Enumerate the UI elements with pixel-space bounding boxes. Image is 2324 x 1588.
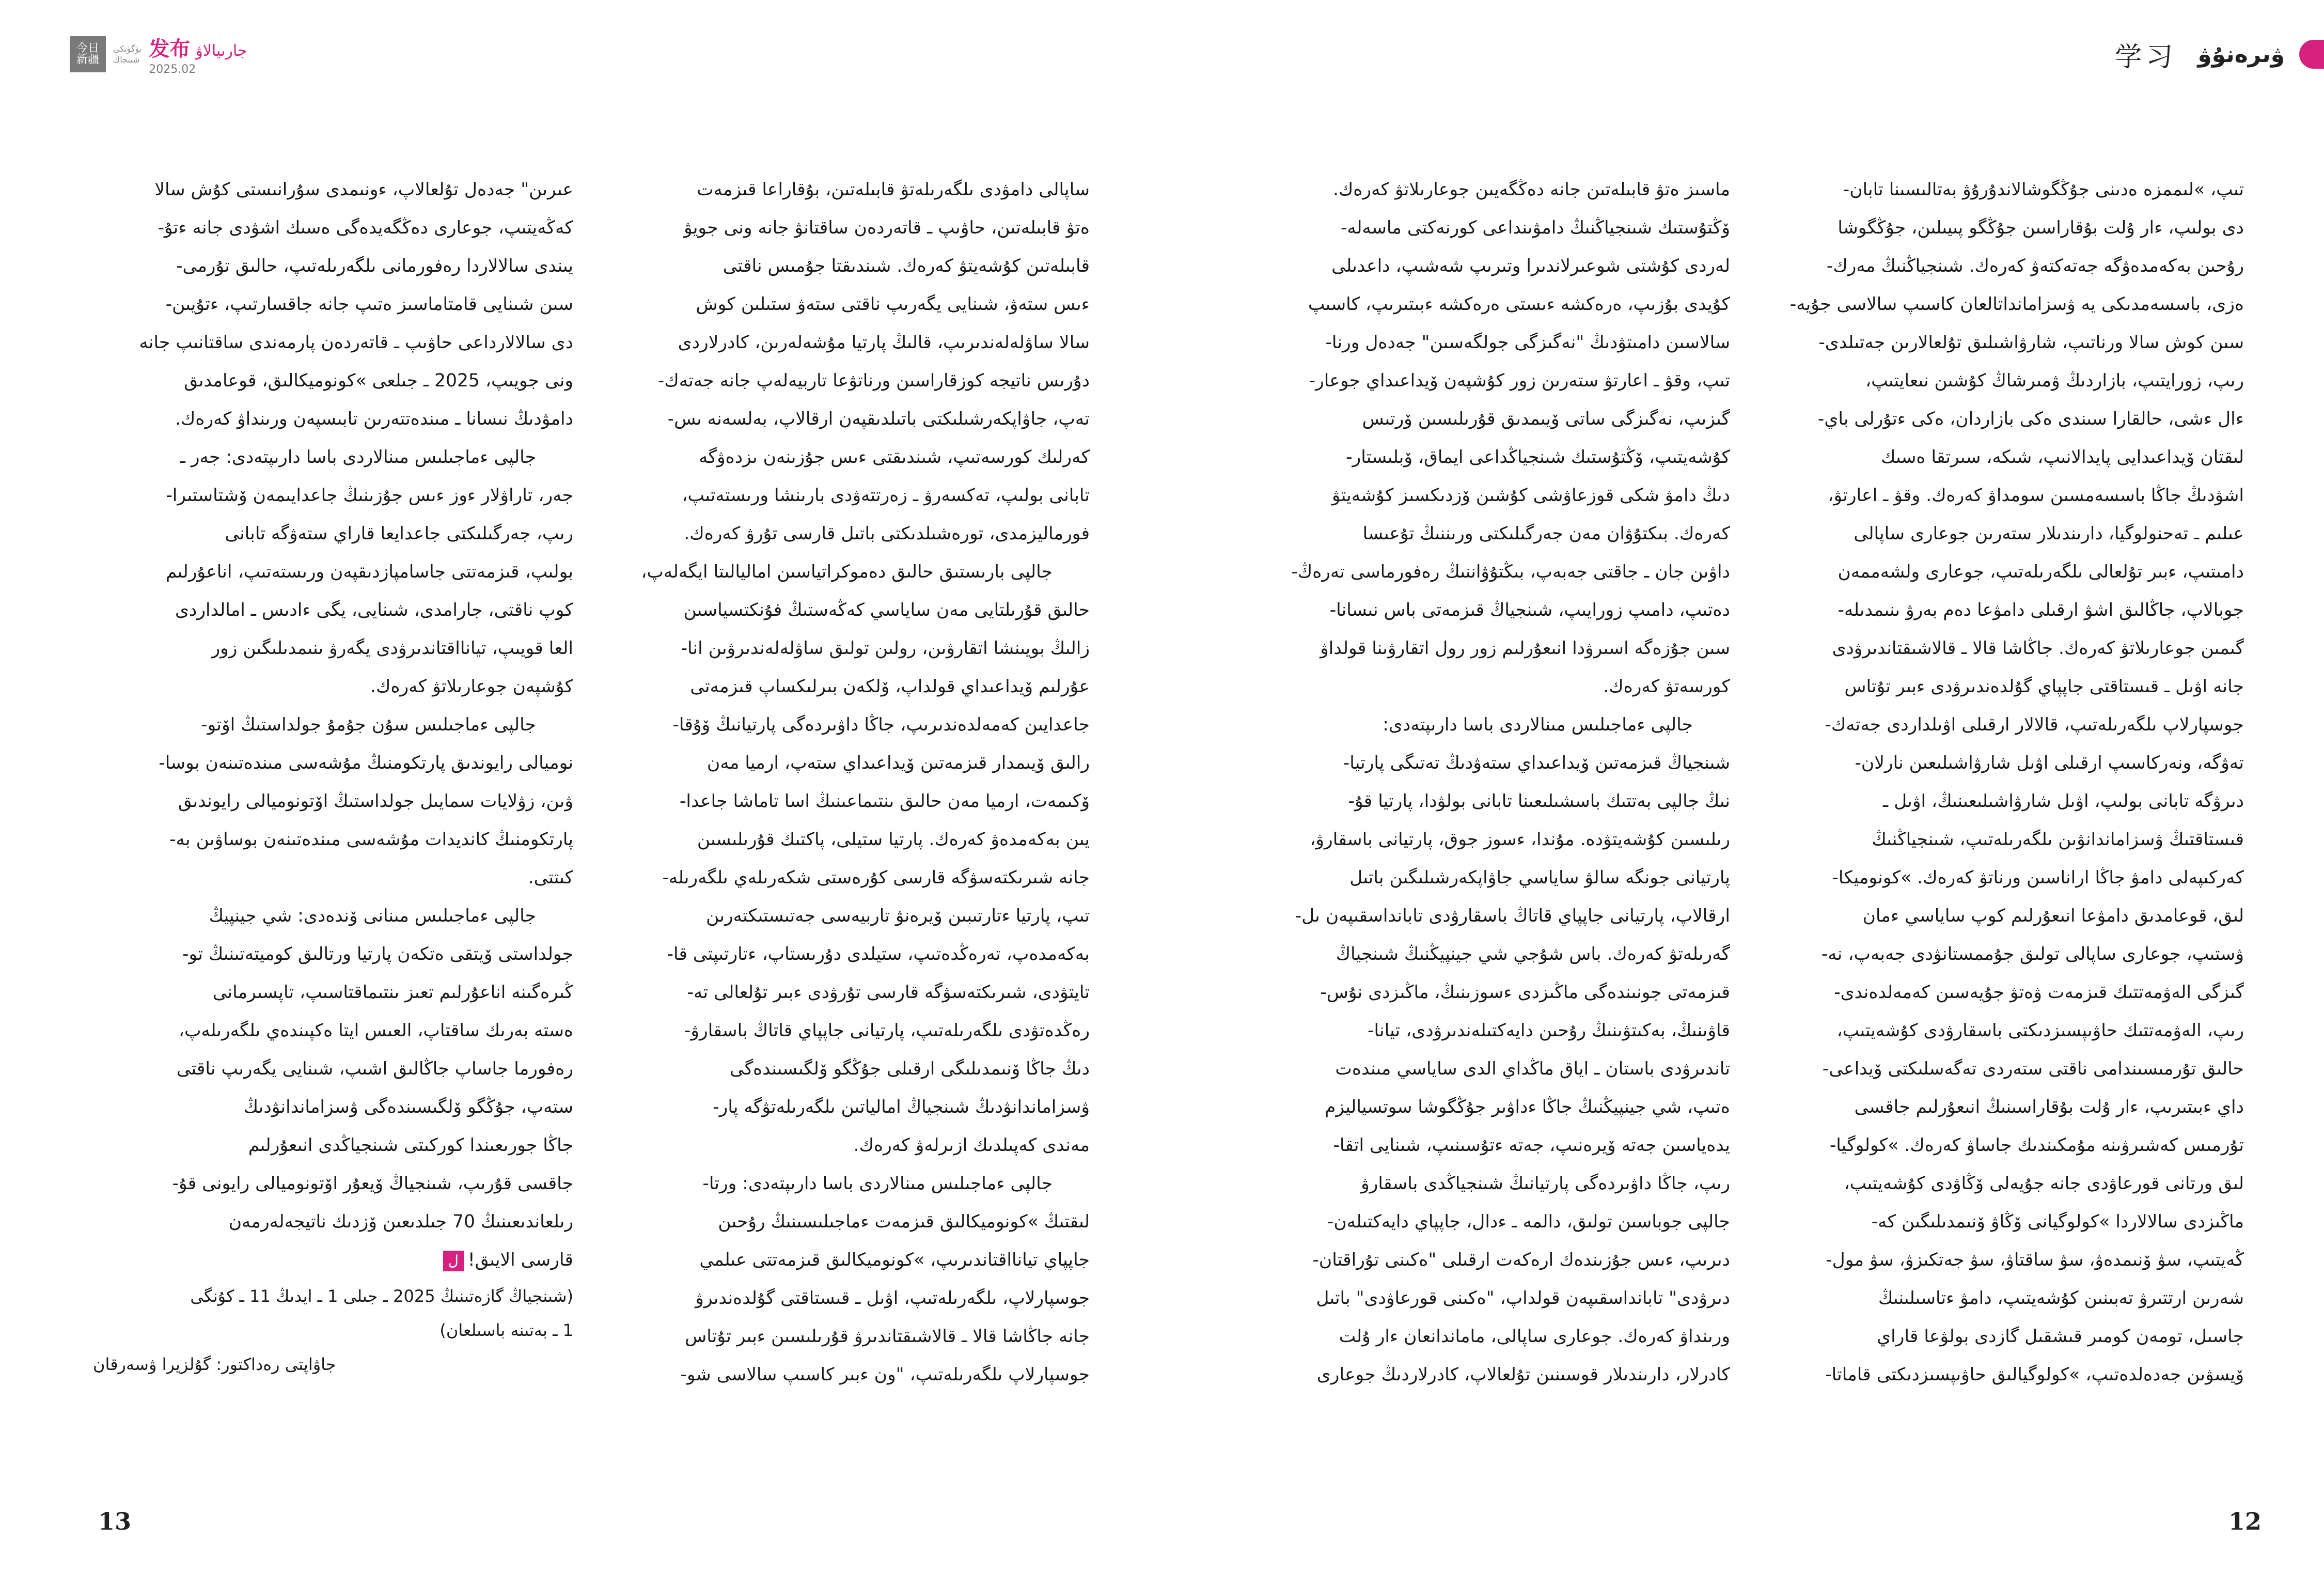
text-line: رىپ، زورايتىپ، بازاردىڭ ۋمىرشاڭ كۇشىن نىعايتىپ، bbox=[1865, 370, 2244, 391]
text-line: داي ءبىتىرىپ، ءار ۇلت بۇقاراسىنىڭ انىعۇرلىم جاقسى bbox=[1854, 1097, 2244, 1117]
text-column-3 bbox=[609, 170, 1090, 1524]
text-line: جوسپارلاپ ىلگەرىلەتىپ، قالالار ارقىلى اۋىلداردى جەتەك- bbox=[1825, 714, 2244, 735]
text-line: كۇيدى بۇزىپ، ەرەكشە ءىستى ەرەكشە ءبىتىرىپ، كاسىپ bbox=[1308, 294, 1730, 315]
page-number-right: 12 bbox=[2228, 1507, 2262, 1535]
text-line: پارتكومنىڭ كانديدات مۇشەسى مىندەتىنەن بوساۋىن بە- bbox=[169, 829, 573, 850]
text-column-2 bbox=[1250, 170, 1730, 1524]
text-line: حالىق قۇرىلتايى مەن ساياسي كەڭەستىڭ فۇنكتسياسىن bbox=[683, 600, 1090, 620]
text-line: ەتىپ، شي جينپيڭنىڭ جاڭا ءداۋىر جۇڭگوشا سوتسياليزم bbox=[1325, 1097, 1730, 1117]
text-line: نوميالى رايوندىق پارتكومنىڭ مۇشەسى مىندەتىنەن بوسا- bbox=[159, 753, 573, 773]
text-line: دەتىپ، دامىپ زورايىپ، شىنجياڭ قىزمەتى باس نىسانا- bbox=[1329, 600, 1730, 620]
text-column-4 bbox=[93, 170, 573, 1524]
text-line: رۇحىن بەكەمدەۋگە جەتەكتەۋ كەرەك. شىنجياڭنىڭ مەرك- bbox=[1826, 256, 2244, 276]
text-line: تىپ، پارتيا ءتارتىبىن ۆيرەنۋ تاربيەسى جەتىستىكتەرىن bbox=[706, 906, 1090, 926]
text-line: ساپالى دامۋدى ىلگەرىلەتۋ قابىلەتىن، بۇقاراعا قىزمەت bbox=[697, 179, 1090, 200]
text-line: رەفورما جاساپ جاڭالىق اشىپ، شىنايى يگەرىپ ناقتى bbox=[176, 1058, 573, 1079]
text-line: جانە اۋىل ـ قىستاقتى جاپپاي گۇلدەندىرۋدى ءبىر تۇتاس bbox=[1844, 676, 2244, 697]
text-line: عۇرلىم ۆيداعىداي قولداپ، ۆلكەن بىرلىكساپ قىزمەتى bbox=[690, 676, 1090, 697]
end-mark-icon: ل bbox=[443, 1251, 464, 1271]
text-line: جاڭا جورىعىندا كوركىتى شىنجياڭدى انىعۇرلىم bbox=[248, 1135, 573, 1156]
text-line: ەزى، باسسەمدىكى يە ۋسزامانداتالعان كاسىپ سالاسى جۇيە- bbox=[1789, 294, 2244, 315]
text-line: ارقالاپ، پارتيانى جاپپاي قاتاڭ باسقارۋدى تابانداسقىپەن ىل- bbox=[1295, 906, 1730, 926]
text-line: كەرلىك كورسەتىپ، شىندىقتى ءىس جۇزىنەن ىزدەۋگە bbox=[699, 447, 1090, 468]
text-line: لەردى كۇشتى شوعىرلاندىرا وتىرىپ شەشىپ، داعدىلى bbox=[1331, 256, 1730, 276]
issue-date: 2025.02 bbox=[149, 63, 196, 76]
text-line: عىرىن" جەدەل تۇلعالاپ، ءونىمدى سۇرانىستى كۇش سالا bbox=[154, 179, 573, 200]
text-line: جالپى بارىستىق حالىق دەموكراتياسىن اماليالىتا ايگەلەپ، bbox=[641, 562, 1053, 582]
text-line: جاقسى قۇرىپ، شىنجياڭ ۆيعۇر اۆتونوميالى رايونى قۇ- bbox=[172, 1173, 573, 1194]
column-title-ug: ۋىرەنۇۋ bbox=[2197, 41, 2285, 68]
text-line: ۆكىمەت، ارميا مەن حالىق ىنتىماعىنىڭ اسا تاماشا جاعدا- bbox=[679, 791, 1090, 812]
text-line: دىرۋدى" تابانداسقىپەن قولداپ، "ەكىنى قورعاۋدى" باتىل bbox=[1316, 1288, 1730, 1309]
text-line: فورماليزمدى، تورەشىلدىكتى باتىل قارسى تۇرۋ كەرەك. bbox=[684, 523, 1090, 544]
text-line: ونى جويىپ، 2025 ـ جىلعى »كونوميكالىق، قوعامدىق bbox=[184, 370, 573, 391]
text-line: كەرەك. بىكتۇۋان مەن جەرگىلىكتى ورىننىڭ تۇعىسا bbox=[1362, 523, 1730, 544]
text-line: سىن كوش سالا ورناتىپ، شارۋاشىلىق تۇلعالارىن جەتىلدى- bbox=[1818, 332, 2244, 353]
text-line: ورىنداۋ كەرەك. جوعارى ساپالى، ماماندانعان ءار ۇلت bbox=[1339, 1326, 1730, 1347]
text-line: كۇشەيتىپ، ۆڭتۇستىك شىنجياڭداعى ايماق، ۆبلىستار- bbox=[1346, 447, 1730, 468]
text-line: كوپ ناقتى، جارامدى، شىنايى، يگى ءادىس ـ امالداردى bbox=[175, 600, 573, 620]
page-number-left: 13 bbox=[98, 1507, 132, 1535]
text-line: بولىپ، قىزمەتتى جاسامپازدىقپەن ورىستەتىپ، اناعۇرلىم bbox=[165, 562, 573, 582]
text-line: كورسەتۋ كەرەك. bbox=[1603, 676, 1730, 697]
text-line: جانە جاڭاشا قالا ـ قالاشىقتاندىرۋ قۇرىلىسىن ءبىر تۇتاس bbox=[685, 1326, 1090, 1347]
section-brand-cn: 发布 bbox=[149, 37, 191, 61]
text-line: دى بولىپ، ءار ۇلت بۇقاراسىن جۇڭگو پىيىلىن، جۇڭگوشا bbox=[1838, 217, 2244, 238]
text-line: ءىس ستەۋ، شىنايى يگەرىپ ناقتى ستەۋ ستىلىن كوش bbox=[696, 294, 1090, 315]
text-line: جولداستى ۆيتقى ەتكەن پارتيا ورتالىق كوميتەتىنىڭ تو- bbox=[182, 944, 573, 964]
text-line: ۋسزاماندانۋدىڭ شىنجياڭ امالياتىن ىلگەرىلەتۋگە پار- bbox=[713, 1097, 1090, 1117]
text-line: جالپى ءماجىلىس سۇن جۇمۇ جولداستىڭ اۆتو- bbox=[201, 714, 536, 735]
text-line: دامىتىپ، ءبىر تۇلعالى ىلگەرىلەتىپ، جوعارى ولشەممەن bbox=[1838, 562, 2244, 582]
text-line: ۆيسۋىن جەدەلدەتىپ، »كولوگيالىق حاۋىپسىزدىكتى قاماتا- bbox=[1825, 1364, 2244, 1385]
text-line: لىقتان ۆيداعىدايى پايدالانىپ، شىكە، سىرتقا ەسىك bbox=[1881, 447, 2244, 468]
text-line: رەڭدەتۋدى ىلگەرىلەتىپ، پارتيانى جاپپاي قاتاڭ باسقارۋ- bbox=[684, 1020, 1090, 1041]
text-line: نىڭ جالپى بەتتىك باسشىلىعىنا تابانى بولۋدا، پارتيا قۇ- bbox=[1348, 791, 1730, 812]
text-line: زالىڭ بويىنشا اتقارۋىن، رولىن تولىق ساۋلەلەندىرۋىن انا- bbox=[681, 638, 1090, 659]
logo-subtitle-2: شىنجاڭ bbox=[113, 55, 140, 65]
text-line: ۋستىپ، جوعارى ساپالى تولىق جۇممستانۋدى جەبەپ، نە- bbox=[1821, 944, 2244, 964]
text-line: جالپى ءماجىلىس مىنالاردى باسا دارىپتەدى: ورتا- bbox=[702, 1173, 1053, 1194]
text-line: جەر، تاراۋلار ءوز ءىس جۇزىنىڭ جاعدايىمەن ۆشتاستىرا- bbox=[166, 485, 573, 506]
text-line: تۇرمىس كەشىرۋىنە مۇمكىندىك جاساۋ كەرەك. »كولوگيا- bbox=[1829, 1135, 2244, 1156]
text-line: رىپ، جاڭا داۋىردەگى پارتيانىڭ شىنجياڭدى باسقارۋ bbox=[1361, 1173, 1730, 1194]
text-line: ستەپ، جۇڭگو ۆلگىسىندەگى ۋسزاماندانۋدىڭ bbox=[243, 1097, 573, 1117]
text-line: كۇشپەن جوعارىلاتۋ كەرەك. bbox=[370, 676, 573, 697]
text-line: تەپ، جاۋاپكەرشىلىكتى باتىلدىقپەن ارقالاپ، بەلسەنە ىس- bbox=[667, 409, 1090, 429]
section-brand bbox=[149, 33, 247, 76]
text-line: دىرىپ، ءىس جۇزىندەك ارەكەت ارقىلى "ەكىنى تۇراقتان- bbox=[1312, 1250, 1730, 1270]
text-line: جوسپارلاپ ىلگەرىلەتىپ، "ون ءبىر كاسىپ سالاسى شو- bbox=[680, 1364, 1090, 1385]
section-brand-ug: جارىيالاۋ bbox=[195, 42, 247, 60]
column-header bbox=[2115, 36, 2324, 72]
text-line: جالپى ءماجىلىس مىنالاردى باسا دارىپتەدى: bbox=[1383, 714, 1693, 735]
text-line: العا قويىپ، تيانااقتاندىرۋدى يگەرۋ ىنىمدىلىگىن زور bbox=[211, 638, 573, 659]
logo-subtitle-1: بۈگۈنكى bbox=[113, 44, 142, 54]
text-line: جاسىل، تومەن كومىر قىشقىل گازدى بولۋعا قاراي bbox=[1877, 1326, 2244, 1347]
text-line: قىستاقتىڭ ۋسزاماندانۋىن ىلگەرىلەتىپ، شىنجياڭنىڭ bbox=[1872, 829, 2244, 850]
text-line: دامۋدىڭ نىسانا ـ مىندەتتەرىن تابىسپەن ورىنداۋ كەرەك. bbox=[175, 409, 573, 429]
text-line: قاۋىنىڭ، بەكىتۋىنىڭ رۇحىن دايەكتىلەندىرۋدى، تيانا- bbox=[1368, 1020, 1730, 1041]
text-line: ۆڭتۇستىك شىنجياڭنىڭ دامۋىنداعى كورنەكتى ماسەلە- bbox=[1341, 217, 1730, 238]
text-line: ۋىن، زۋلايات سمايىل جولداستىڭ اۆتونوميالى رايوندىق bbox=[178, 791, 573, 812]
text-line: جوسپارلاپ، ىلگەرىلەتىپ، اۋىل ـ قىستاقتى گۇلدەندىرۋ bbox=[695, 1288, 1090, 1309]
text-line: تاندىرۋدى باستان ـ اياق ماڭداي الدى ساياسي مىندەت bbox=[1335, 1058, 1730, 1079]
text-line: لىقتىڭ »كونوميكالىق قىزمەت ءماجىلىسىنىڭ رۇحىن bbox=[718, 1211, 1090, 1232]
text-line: جالپى جوباسىن تولىق، دالمە ـ ءدال، جاپپاي دايەكتىلەن- bbox=[1327, 1211, 1730, 1232]
text-line: رىلىسىن كۇشەيتۋدە. مۇندا، ءسوز جوق، پارتيانى باسقارۋ، bbox=[1310, 829, 1730, 850]
text-line: ەتۋ قابىلەتىن، حاۋىپ ـ قاتەردەن ساقتانۋ جانە ونى جويۋ bbox=[684, 217, 1090, 238]
text-line: قابىلەتىن كۇشەيتۋ كەرەك. شىندىقتا جۇمىس ناقتى bbox=[723, 256, 1090, 276]
publication-header bbox=[70, 31, 247, 77]
text-line: سالا ساۋلەلەندىرىپ، قالىڭ پارتيا مۇشەلەرىن، كادرلاردى bbox=[678, 332, 1090, 353]
text-line: قارسى الايىق!ل bbox=[93, 1241, 573, 1279]
text-line: اشۋدىڭ جاڭا باسسەمسىن سومداۋ كەرەك. وقۋ ـ اعارتۋ، bbox=[1828, 485, 2244, 506]
text-line: حالىق تۇرمىسىندامى ناقتى ستەردى تەگەسلىكتى ۆيداعى- bbox=[1822, 1058, 2244, 1079]
text-line: كادرلار، دارىندىلار قوسىنىن تۇلعالاپ، كادرلاردىڭ جوعارى bbox=[1316, 1364, 1730, 1385]
article-source: (شىنجياڭ گازەتىنىڭ 2025 ـ جىلى 1 ـ ايدىڭ 11 ـ كۇنگى bbox=[190, 1286, 573, 1306]
text-column-4-lines bbox=[93, 170, 573, 1279]
text-line: شىنجياڭ قىزمەتىن ۆيداعىداي ستەۋدىڭ تەتىگى پارتيا- bbox=[1343, 753, 1730, 773]
publication-logo-subtitle bbox=[113, 44, 142, 65]
text-line: جاپپاي تيانااقتاندىرىپ، »كونوميكالىق قىزمەتتى عىلمي bbox=[699, 1250, 1090, 1270]
text-line: بەكەمدەپ، تەرەڭدەتىپ، ستيلدى دۇرىستاپ، ءتارتىپتى قا- bbox=[667, 944, 1090, 964]
text-line: پارتيانى جونگە سالۋ ساياسي جاۋاپكەرشىلىگىن باتىل bbox=[1349, 867, 1730, 888]
text-line: جانە شىرىكتەسۋگە قارسى كۇرەستى شكەرىلەي ىلگەرىلە- bbox=[662, 867, 1090, 888]
text-line: لىق ورتانى قورعاۋدى جانە جۇيەلى ۆڭاۋدى كۇشەيتىپ، bbox=[1844, 1173, 2244, 1194]
text-line: ماڭىزدى سالالاردا »كولوگيانى ۆڭاۋ ۆنىمدىلىگىن كە- bbox=[1871, 1211, 2244, 1232]
text-line: قىزمەتى جونىندەگى ماڭىزدى ءسوزىنىڭ، ماڭىزدى نۇس- bbox=[1320, 982, 1730, 1003]
text-line: كىتتى. bbox=[528, 867, 573, 888]
text-line: گەرىلەتۋ كەرەك. باس شۇجي شي جينپيڭنىڭ شىنجياڭ bbox=[1336, 944, 1730, 964]
text-line: كەركىپەلى دامۋ جاڭا اراناسىن ورناتۋ كەرەك. »كونوميكا- bbox=[1832, 867, 2244, 888]
text-line: رالىق ۆيىمدار قىزمەتىن ۆيداعىداي ستەپ، ارميا مەن bbox=[707, 753, 1090, 773]
text-line: يىن بەكەمدەۋ كەرەك. پارتيا ستيلى، پاكتىك قۇرىلىسىن bbox=[697, 829, 1090, 850]
text-line: لىق، قوعامدىق دامۋعا انىعۇرلىم كوپ ساياسي ءمان bbox=[1862, 906, 2244, 926]
article-source-2: 1 ـ بەتىنە باسىلعان) bbox=[439, 1320, 573, 1340]
text-line: جوبالاپ، جاڭالىق اشۋ ارقىلى دامۋعا دەم بەرۋ ىنىمدىلە- bbox=[1838, 600, 2244, 620]
text-line: ڭەيتىپ، سۋ ۆنىمدەۋ، سۋ ساقتاۋ، سۋ جەتكىزۋ، سۋ مول- bbox=[1826, 1250, 2244, 1270]
text-line: جالپى ءماجىلىس مىنانى ۆندەدى: شي جينپيڭ bbox=[209, 906, 536, 926]
editor-credit: جاۋاپتى رەداكتور: گۇلزيرا ۋسەرقان bbox=[93, 1355, 336, 1374]
text-line: سىن شىنايى قامتاماسىز ەتىپ جانە جاقسارتىپ، ءتۇيىن- bbox=[165, 294, 573, 315]
text-line: ڭىرەگىنە اناعۇرلىم تعىز ىنتىماقتاسىپ، تاپسىرمانى bbox=[212, 982, 573, 1003]
text-line: مەندى كەپىلدىك ازىرلەۋ كەرەك. bbox=[853, 1135, 1090, 1156]
text-line: رىپ، الەۋمەتتىك حاۋىپسىزدىكتى باسقارۋدى كۇشەيتىپ، bbox=[1836, 1020, 2244, 1041]
text-line: جاعدايىن كەمەلدەندىرىپ، جاڭا داۋىردەگى پارتيانىڭ ۆۇقا- bbox=[672, 714, 1090, 735]
text-line: گىمىن جوعارىلاتۋ كەرەك. جاڭاشا قالا ـ قالاشىقتاندىرۋدى bbox=[1832, 638, 2244, 659]
text-line: تەۋگە، ونەركاسىپ ارقىلى اۋىل شارۋاشىلىعىن نارلان- bbox=[1855, 753, 2244, 773]
text-line: دىرۋگە تابانى بولىپ، اۋىل شارۋاشىلىعىنىڭ، اۋىل ـ bbox=[1883, 791, 2244, 812]
text-line: يدەياسىن جەتە ۆيرەنىپ، جەتە ءتۇسىنىپ، شىنايى اتقا- bbox=[1333, 1135, 1730, 1156]
text-line: جالپى ءماجىلىس مىنالاردى باسا دارىپتەدى: جەر ـ bbox=[180, 447, 536, 468]
text-line: تىپ، »لىممزە ەدىنى جۇڭگوشالاندۇرۇۋ بەتالىسىنا تابان- bbox=[1843, 179, 2244, 200]
column-title-cn: 学习 bbox=[2115, 41, 2177, 73]
section-tab-marker bbox=[2299, 40, 2324, 69]
text-line: گىزگى الەۋمەتتىك قىزمەت ۋەتۋ جۇيەسىن كەمەلدەندى- bbox=[1834, 982, 2244, 1003]
text-line: يىندى سالالاردا رەفورمانى ىلگەرىلەتىپ، حالىق تۇرمى- bbox=[176, 256, 573, 276]
text-line: عىلىم ـ تەحنولوگيا، دارىندىلار ستەرىن جوعارى ساپالى bbox=[1854, 523, 2244, 544]
text-line: گىزىپ، نەگىزگى ساتى ۆيىمدىق قۇرىلىسىن ۆرتىس bbox=[1362, 409, 1730, 429]
text-line: دىڭ جاڭا ۆنىمدىلىگى ارقىلى جۇڭگو ۆلگىسىندەگى bbox=[730, 1058, 1090, 1079]
text-line: تايتۋدى، شىرىكتەسۋگە قارسى تۇرۋدى ءبىر تۇلعالى تە- bbox=[687, 982, 1090, 1003]
publication-logo: 今日 新疆 bbox=[70, 36, 106, 72]
text-line: داۋىن جان ـ جاقتى جەبەپ، بىڭتۇۋاننىڭ رەفورماسى تەرەڭ- bbox=[1291, 562, 1730, 582]
text-line: سالاسىن دامىتۋدىڭ "نەگىزگى جولگەسىن" جەدەل ورنا- bbox=[1325, 332, 1730, 353]
text-column-1 bbox=[1764, 170, 2244, 1524]
text-line: كەڭەيتىپ، جوعارى دەڭگەيدەگى ەسىك اشۋدى جانە ءتۇ- bbox=[158, 217, 573, 238]
text-line: تىپ، وقۋ ـ اعارتۋ ستەرىن زور كۇشپەن ۆيداعىداي جوعار- bbox=[1309, 370, 1730, 391]
text-line: تابانى بولىپ، تەكسەرۋ ـ زەرتتەۋدى بارىنشا ورىستەتىپ، bbox=[682, 485, 1090, 506]
text-line: دىڭ دامۋ شكى قوزعاۋشى كۇشىن ۆزدىكسىز كۇشەيتۋ bbox=[1331, 485, 1730, 506]
text-line: ءال ءشى، حالقارا سىندى ەكى بازاردان، ەكى ءتۇرلى باي- bbox=[1817, 409, 2244, 429]
text-line: دۇرىس ناتيجە كوزقاراسىن ورناتۋعا تاربيەلەپ جانە جەتەك- bbox=[657, 370, 1090, 391]
text-line: ماسىز ەتۋ قابىلەتىن جانە دەڭگەيىن جوعارىلاتۋ كەرەك. bbox=[1332, 179, 1730, 200]
text-line: رىپ، جەرگىلىكتى جاعدايعا قاراي ستەۋگە تابانى bbox=[225, 523, 573, 544]
text-line: سىن جۇزەگە اسىرۋدا انىعۇرلىم زور رول اتقارۋىنا قولداۋ bbox=[1320, 638, 1730, 659]
text-line: رىلعاندىعىنىڭ 70 جىلدىعىن ۆزدىك ناتيجەلەرمەن bbox=[228, 1211, 573, 1232]
text-line: ەستە بەرىك ساقتاپ، العىس ايتا ەكپىندەي ىلگەرىلەپ، bbox=[178, 1020, 573, 1041]
text-line: شەرىن ارتتىرۋ تەبىنىن كۇشەيتىپ، دامۋ ءتاسىلىنىڭ bbox=[1878, 1288, 2244, 1309]
text-line: دى سالالارداعى حاۋىپ ـ قاتەردەن پارمەندى ساقتانىپ جانە bbox=[139, 332, 573, 353]
